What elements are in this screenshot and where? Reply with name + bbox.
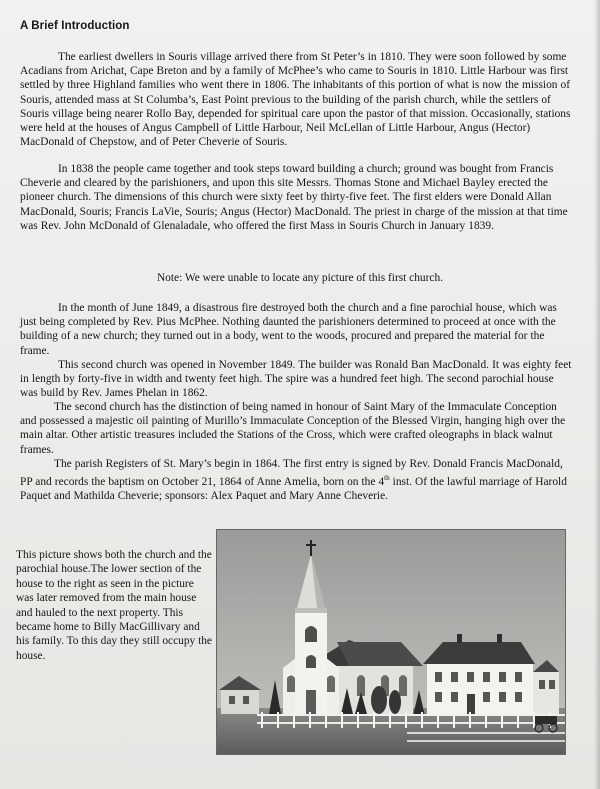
- photo-caption: This picture shows both the church and the parochial house.The lower section of the house to the right as seen in the picture was later removed from the main house and hauled to the next property. This became home to Billy MacGillivary and his family. To this day they still occupy the house.: [16, 549, 212, 662]
- paragraph-second-church: This second church was opened in November 1849. The builder was Ronald Ban MacDonald. It was eighty feet in length by forty-five in width and twenty feet high. The spire was a hundred feet high. The second parochial house was build by Rev. James Phelan in 1862.: [20, 359, 572, 400]
- church-photo-illustration: [217, 530, 565, 754]
- paragraph-saint-mary: The second church has the distinction of being named in honour of Saint Mary of the Immaculate Conception and possessed a majestic oil painting of Murillo’s Immaculate Conception of the Blessed Virgin, hanging high over the main altar. Other artistic treasures included the Stations of the Cross, which were crafted oleographs in black walnut frames.: [20, 401, 566, 456]
- superscript-th: th: [384, 474, 390, 483]
- paragraph-early-dwellers: The earliest dwellers in Souris village arrived there from St Peter’s in 1810. They were soon followed by some Acadians from Arichat, Cape Breton and by a family of McPhee’s who came to Souris in 1810. Little Harbour was first settled by three Highland families who went there in 1806. The inhabitants of this portion of what is now the mission of Souris, attended mass at St Columba’s, East Point previous to the building of the parish church, while the settlers of Souris village being nearer Rollo Bay, depended for spiritual care upon the pastor of that mission. Occasionally, stations were held at the houses of Angus Campbell of Little Harbour, Neil McLellan of Little Harbour, Angus (Hector) MacDonald of Chepstow, and of Peter Cheverie of Souris.: [20, 51, 571, 149]
- section-heading: A Brief Introduction: [20, 20, 130, 32]
- historic-church-photo: [216, 529, 566, 755]
- registers-text-part-2: inst. Of the lawful marriage of Harold Paquet and Mathilda Cheverie; sponsors: Alex Paquet and Mary Anne Cheverie.: [20, 476, 567, 503]
- paragraph-first-church: In 1838 the people came together and took steps toward building a church; ground was bought from Francis Cheverie and cleared by the parishioners, and upon this site Messrs. Thomas Stone and Michael Bayley erected the pioneer church. The dimensions of this church were sixty feet by thirty-five feet. The first elders were Donald Allan MacDonald, Souris; Francis LaVie, Souris; Angus (Hector) MacDonald. The priest in charge of the mission at that time was Rev. John McDonald of Glenaladale, who offered the first Mass in Souris Church in January 1839.: [20, 163, 568, 232]
- paragraph-fire-1849: In the month of June 1849, a disastrous fire destroyed both the church and a fine parochial house, which was just being completed by Rev. Pius McPhee. Nothing daunted the parishioners determined to proceed at once with the building of a new church; they turned out in a body, went to the woods, procured and prepared the material for the frame.: [20, 302, 557, 357]
- paragraph-parish-registers: [20, 457, 574, 503]
- scan-edge-shadow: [594, 0, 600, 789]
- note-no-picture: Note: We were unable to locate any picture of this first church.: [156, 272, 444, 284]
- registers-text-part-1: The parish Registers of St. Mary’s begin in 1864. The first entry is signed by Rev. Donald Francis MacDonald, PP and records the baptism on October 21, 1864 of Anne Amelia, born on the 4: [20, 458, 563, 488]
